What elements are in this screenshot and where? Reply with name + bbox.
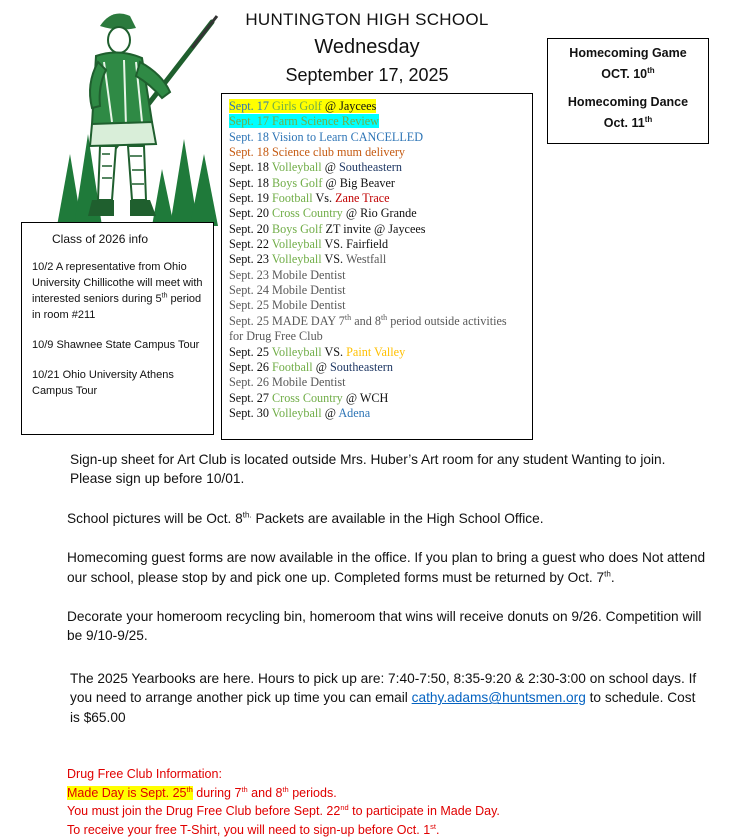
class-of-2026-info [21, 222, 214, 435]
art-club-announcement: Sign-up sheet for Art Club is located outside Mrs. Huber’s Art room for any student Wanting to join. Please sign up before 10/01. [70, 452, 666, 487]
yearbook-announcement: The 2025 Yearbooks are here. Hours to pick up are: 7:40-7:50, 8:35-9:20 & 2:30-3:00 on school days. If you need to arrange another pick up time you can email cathy.adams@huntsmen.org to schedule. Cost is $65.00 [70, 670, 697, 725]
homecoming-box [547, 38, 709, 144]
event-row: Sept. 22 Volleyball VS. Fairfield [229, 237, 389, 252]
event-row: Sept. 18 Science club mum delivery [229, 145, 406, 160]
recycling-bin-announcement: Decorate your homeroom recycling bin, homeroom that wins will receive donuts on 9/26. Competition will be 9/10-9/25. [67, 609, 702, 644]
event-row: Sept. 18 Vision to Learn CANCELLED [229, 129, 424, 144]
homecoming-guest-announcement: Homecoming guest forms are now available in the office. If you plan to bring a guest who does Not attend our school, please stop by and pick one up. Completed forms must be returned by Oct. 7th. [67, 550, 706, 585]
tshirt-deadline-line: To receive your free T-Shirt, you will need to sign-up before Oct. 1st. [67, 821, 440, 837]
homecoming-game-label: Homecoming Game [569, 46, 687, 60]
school-name: HUNTINGTON HIGH SCHOOL [245, 10, 489, 29]
homecoming-dance-date: Oct. 11th [603, 115, 653, 131]
drug-free-title: Drug Free Club Information: [67, 767, 222, 781]
class-info-title: Class of 2026 info [52, 232, 149, 246]
announcements [67, 450, 707, 747]
yearbook-email-link[interactable]: cathy.adams@huntsmen.org [411, 690, 586, 706]
events-calendar [221, 93, 533, 440]
homecoming-dance-label: Homecoming Dance [567, 95, 689, 110]
class-info-item: 10/2 A representative from Ohio University Chillicothe will meet with interested seniors during 5th period in room #211 [32, 261, 203, 321]
huntsman-mascot-illustration [52, 4, 222, 226]
school-pictures-announcement: School pictures will be Oct. $8^{th.}$ Packets are available in the High School Office. [67, 510, 544, 526]
event-row: Sept. 25 MADE DAY 7th and 8th period outside activities for Drug Free Club [229, 312, 507, 344]
event-row: Sept. 26 Football @ Southeastern [229, 359, 393, 374]
event-row: Sept. 17 Farm Science Review [229, 114, 379, 129]
join-deadline-line: You must join the Drug Free Club before Sept. 22nd to participate in Made Day. [67, 803, 500, 819]
homecoming-dance [548, 93, 708, 132]
event-row: Sept. 25 Mobile Dentist [229, 298, 346, 313]
day-of-week: Wednesday [314, 36, 420, 58]
event-row: Sept. 23 Volleyball VS. Westfall [229, 252, 387, 267]
made-day-line: Made Day is Sept. 25th during 7th and 8th periods. [67, 784, 337, 800]
newsletter-header [232, 10, 502, 86]
event-row: Sept. 20 Cross Country @ Rio Grande [229, 206, 417, 221]
event-row: Sept. 19 Football Vs. Zane Trace [229, 191, 390, 206]
event-row: Sept. 27 Cross Country @ WCH [229, 390, 389, 405]
event-row: Sept. 25 Volleyball VS. Paint Valley [229, 344, 406, 359]
newsletter-date: September 17, 2025 [285, 65, 449, 85]
class-info-item: 10/9 Shawnee State Campus Tour [32, 339, 200, 351]
homecoming-game [548, 44, 708, 83]
event-row: Sept. 17 Girls Golf @ Jaycees [229, 99, 377, 113]
event-row: Sept. 18 Boys Golf @ Big Beaver [229, 175, 395, 190]
class-info-item: 10/21 Ohio University Athens Campus Tour [32, 369, 174, 397]
event-row: Sept. 20 Boys Golf ZT invite @ Jaycees [229, 221, 426, 236]
event-row: Sept. 26 Mobile Dentist [229, 375, 346, 390]
homecoming-game-date: OCT. 10th [601, 66, 655, 82]
event-row: Sept. 30 Volleyball @ Adena [229, 405, 371, 420]
event-row: Sept. 18 Volleyball @ Southeastern [229, 160, 402, 175]
event-row: Sept. 23 Mobile Dentist [229, 267, 346, 282]
drug-free-club-info [67, 765, 707, 839]
event-row: Sept. 24 Mobile Dentist [229, 283, 346, 298]
